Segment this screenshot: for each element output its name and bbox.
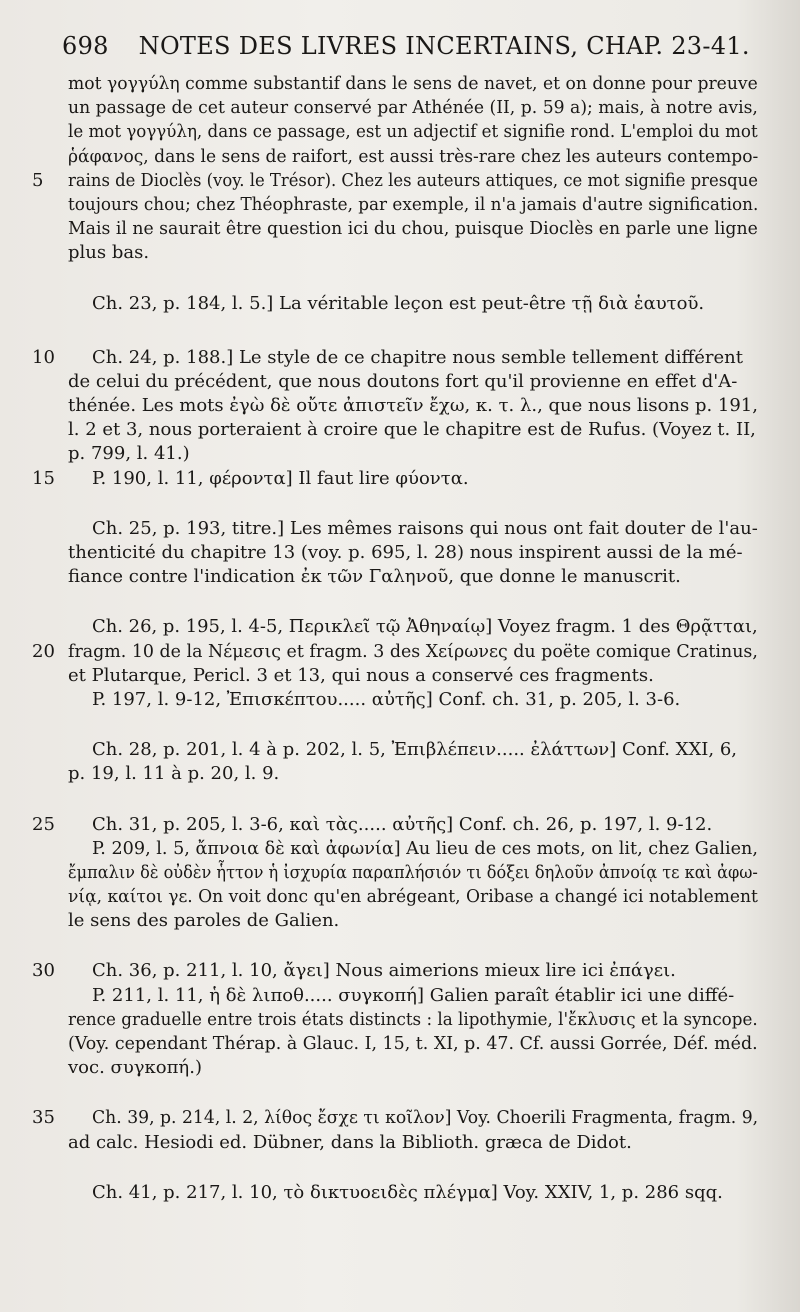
text-line	[32, 467, 768, 491]
line-number: 30	[32, 960, 55, 982]
line-text: plus bas.	[68, 242, 150, 264]
line-text: fiance contre l'indication ἐκ τῶν Γαληνοῦ, que donne le manuscrit.	[68, 566, 681, 588]
line-text: l. 2 et 3, nous porteraient à croire que le chapitre est de Rufus. (Voyez t. II,	[68, 419, 756, 441]
text-line	[68, 738, 768, 762]
text-line	[68, 1056, 768, 1080]
line-text: Ch. 26, p. 195, l. 4-5, Περικλεῖ τῷ Ἀθηναίῳ] Voyez fragm. 1 des Θρᾷτται,	[92, 616, 758, 638]
line-text: ad calc. Hesiodi ed. Dübner, dans la Biblioth. græca de Didot.	[68, 1131, 632, 1153]
text-line	[68, 885, 768, 909]
paragraph-gap	[68, 933, 768, 959]
text-line	[32, 813, 768, 837]
text-line	[68, 1032, 768, 1056]
line-text: P. 197, l. 9-12, Ἐπισκέπτου..... αὐτῆς] Conf. ch. 31, p. 205, l. 3-6.	[92, 688, 681, 710]
line-text: Ch. 23, p. 184, l. 5.] La véritable leçon est peut-être τῇ διὰ ἑαυτοῦ.	[92, 292, 705, 314]
line-text: de celui du précédent, que nous doutons fort qu'il provienne en effet d'A-	[68, 370, 738, 392]
paragraph-gap	[68, 266, 768, 292]
text-line	[68, 1131, 768, 1155]
line-text: (Voy. cependant Thérap. à Glauc. I, 15, t. XI, p. 47. Cf. aussi Gorrée, Déf. méd.	[68, 1033, 758, 1054]
text-line	[68, 120, 768, 144]
text-line	[68, 762, 768, 786]
text-line	[32, 640, 768, 664]
line-text: P. 211, l. 11, ἡ δὲ λιποθ..... συγκοπή] Galien paraît établir ici une diffé-	[92, 984, 735, 1006]
line-text: Ch. 31, p. 205, l. 3-6, καὶ τὰς..... αὐτῆς] Conf. ch. 26, p. 197, l. 9-12.	[92, 813, 713, 835]
line-text: Ch. 25, p. 193, titre.] Les mêmes raisons qui nous ont fait douter de l'au-	[92, 517, 758, 539]
text-line	[68, 664, 768, 688]
note-paragraph	[32, 615, 768, 712]
line-text: rence graduelle entre trois états distincts : la lipothymie, l'ἔκλυσις et la syncope.	[68, 1008, 758, 1030]
text-line	[68, 615, 768, 639]
line-text: Mais il ne saurait être question ici du chou, puisque Dioclès en parle une ligne	[68, 218, 758, 240]
line-text: P. 209, l. 5, ἄπνοια δὲ καὶ ἀφωνία] Au lieu de ces mots, on lit, chez Galien,	[92, 837, 758, 859]
text-line	[68, 370, 768, 394]
text-line	[68, 909, 768, 933]
line-number: 15	[32, 467, 55, 489]
text-line	[68, 418, 768, 442]
text-line	[68, 517, 768, 541]
note-paragraph	[32, 813, 768, 934]
text-line	[68, 442, 768, 466]
line-text: Ch. 41, p. 217, l. 10, τὸ δικτυοειδὲς πλέγμα] Voy. XXIV, 1, p. 286 sqq.	[92, 1181, 723, 1203]
line-text: le sens des paroles de Galien.	[68, 910, 340, 932]
text-line	[68, 96, 768, 120]
text-line	[68, 394, 768, 418]
text-line	[68, 145, 768, 169]
text-line	[68, 193, 768, 217]
line-text: νίᾳ, καίτοι γε. On voit donc qu'en abrégeant, Oribase a changé ici notablement	[68, 886, 758, 908]
text-line	[32, 169, 768, 193]
running-title: NOTES DES LIVRES INCERTAINS, CHAP. 23-41.	[138, 32, 750, 60]
line-text: fragm. 10 de la Νέμεσις et fragm. 3 des Χείρωνες du poëte comique Cratinus,	[68, 640, 758, 662]
text-line	[68, 1008, 768, 1032]
text-line	[68, 565, 768, 589]
text-line	[68, 837, 768, 861]
line-number: 25	[32, 813, 55, 835]
text-line	[68, 1181, 768, 1205]
paragraph-gap	[68, 316, 768, 346]
line-text: p. 799, l. 41.)	[68, 443, 190, 465]
note-paragraph	[68, 292, 768, 316]
text-line	[32, 1106, 768, 1130]
line-text: P. 190, l. 11, φέροντα] Il faut lire φύοντα.	[92, 467, 469, 489]
text-line	[68, 984, 768, 1008]
note-paragraph	[68, 517, 768, 590]
line-text: thénée. Les mots ἐγὼ δὲ οὔτε ἀπιστεῖν ἔχω, κ. τ. λ., que nous lisons p. 191,	[68, 395, 758, 417]
text-line	[68, 217, 768, 241]
note-paragraph	[32, 346, 768, 491]
line-text: le mot γογγύλη, dans ce passage, est un adjectif et signifie rond. L'emploi du mot	[68, 121, 758, 143]
line-text: Ch. 24, p. 188.] Le style de ce chapitre nous semble tellement différent	[92, 346, 744, 368]
text-line	[68, 688, 768, 712]
note-paragraph	[68, 1181, 768, 1205]
paragraph-gap	[68, 589, 768, 615]
paragraph-gap	[68, 491, 768, 517]
text-line	[68, 541, 768, 565]
note-paragraph	[32, 72, 768, 266]
line-text: toujours chou; chez Théophraste, par exemple, il n'a jamais d'autre signification.	[68, 193, 759, 215]
line-text: Ch. 36, p. 211, l. 10, ἄγει] Nous aimerions mieux lire ici ἐπάγει.	[92, 960, 676, 982]
line-text: ἔμπαλιν δὲ οὐδὲν ἧττον ἡ ἰσχυρία παραπλήσιόν τι δόξει δηλοῦν ἀπνοίᾳ τε καὶ ἀφω-	[68, 861, 758, 883]
text-line	[32, 346, 768, 370]
text-line	[68, 861, 768, 885]
line-text: ῥάφανος, dans le sens de raifort, est aussi très-rare chez les auteurs contempo-	[68, 145, 759, 167]
paragraph-gap	[68, 1080, 768, 1106]
line-number: 35	[32, 1107, 55, 1129]
line-text: rains de Dioclès (voy. le Trésor). Chez les auteurs attiques, ce mot signifie presque	[68, 169, 758, 191]
paragraph-gap	[68, 1155, 768, 1181]
paragraph-gap	[68, 787, 768, 813]
running-header	[62, 32, 752, 60]
note-paragraph	[32, 959, 768, 1080]
line-number: 20	[32, 640, 55, 662]
line-text: Ch. 28, p. 201, l. 4 à p. 202, l. 5, Ἐπιβλέπειν..... ἐλάττων] Conf. XXI, 6,	[92, 739, 738, 761]
page-number: 698	[62, 32, 109, 60]
text-line	[68, 292, 768, 316]
line-number: 5	[32, 169, 44, 191]
line-text: et Plutarque, Pericl. 3 et 13, qui nous a conservé ces fragments.	[68, 664, 654, 686]
paragraph-gap	[68, 712, 768, 738]
page-body	[32, 72, 768, 1205]
line-number: 10	[32, 346, 55, 368]
text-line	[68, 72, 768, 96]
line-text: thenticité du chapitre 13 (voy. p. 695, l. 28) nous inspirent aussi de la mé-	[68, 542, 743, 563]
line-text: mot γογγύλη comme substantif dans le sens de navet, et on donne pour preuve	[68, 73, 758, 94]
note-paragraph	[32, 1106, 768, 1154]
line-text: un passage de cet auteur conservé par Athénée (II, p. 59 a); mais, à notre avis,	[68, 97, 758, 119]
text-line	[68, 241, 768, 265]
line-text: p. 19, l. 11 à p. 20, l. 9.	[68, 763, 280, 785]
text-line	[32, 959, 768, 983]
note-paragraph	[68, 738, 768, 786]
line-text: voc. συγκοπή.)	[68, 1057, 202, 1079]
line-text: Ch. 39, p. 214, l. 2, λίθος ἔσχε τι κοῖλον] Voy. Choerili Fragmenta, fragm. 9,	[92, 1107, 759, 1129]
